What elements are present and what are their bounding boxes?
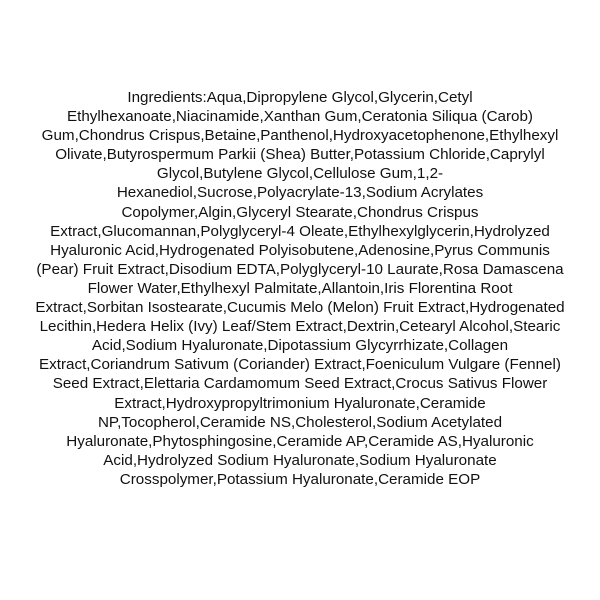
ingredients-line: Flower Water,Ethylhexyl Palmitate,Allantoin,Iris Florentina Root <box>87 279 513 297</box>
ingredients-line: Acid,Hydrolyzed Sodium Hyaluronate,Sodium Hyaluronate <box>103 451 497 469</box>
ingredients-line: Olivate,Butyrospermum Parkii (Shea) Butter,Potassium Chloride,Caprylyl <box>55 146 545 164</box>
ingredients-line: Hexanediol,Sucrose,Polyacrylate-13,Sodium Acrylates <box>116 184 484 202</box>
ingredients-line: Hyaluronate,Phytosphingosine,Ceramide AP,Ceramide AS,Hyaluronic <box>66 432 534 450</box>
ingredients-list <box>16 88 584 489</box>
ingredients-line: Crosspolymer,Potassium Hyaluronate,Ceramide EOP <box>119 470 481 488</box>
ingredients-line: Lecithin,Hedera Helix (Ivy) Leaf/Stem Extract,Dextrin,Cetearyl Alcohol,Stearic <box>39 318 561 336</box>
ingredients-line: Seed Extract,Elettaria Cardamomum Seed Extract,Crocus Sativus Flower <box>52 375 548 393</box>
ingredients-line: Copolymer,Algin,Glyceryl Stearate,Chondrus Crispus <box>121 203 479 221</box>
ingredients-line: NP,Tocopherol,Ceramide NS,Cholesterol,Sodium Acetylated <box>97 413 503 431</box>
ingredients-line: Ingredients:Aqua,Dipropylene Glycol,Glycerin,Cetyl <box>127 89 473 106</box>
ingredients-line: Glycol,Butylene Glycol,Cellulose Gum,1,2- <box>156 165 444 183</box>
ingredients-line: Extract,Hydroxypropyltrimonium Hyaluronate,Ceramide <box>114 394 486 412</box>
ingredients-line: Acid,Sodium Hyaluronate,Dipotassium Glycyrrhizate,Collagen <box>91 337 509 355</box>
ingredients-line: Extract,Coriandrum Sativum (Coriander) Extract,Foeniculum Vulgare (Fennel) <box>39 356 561 374</box>
ingredients-line: Ethylhexanoate,Niacinamide,Xanthan Gum,Ceratonia Siliqua (Carob) <box>66 108 533 126</box>
ingredients-line: Gum,Chondrus Crispus,Betaine,Panthenol,Hydroxyacetophenone,Ethylhexyl <box>41 127 559 145</box>
ingredients-line: Extract,Sorbitan Isostearate,Cucumis Melo (Melon) Fruit Extract,Hydrogenated <box>35 299 565 317</box>
ingredients-line: Extract,Glucomannan,Polyglyceryl-4 Oleate,Ethylhexylglycerin,Hydrolyzed <box>50 222 550 240</box>
ingredients-line: (Pear) Fruit Extract,Disodium EDTA,Polyglyceryl-10 Laurate,Rosa Damascena <box>36 260 564 278</box>
ingredients-line: Hyaluronic Acid,Hydrogenated Polyisobutene,Adenosine,Pyrus Communis <box>50 241 550 259</box>
